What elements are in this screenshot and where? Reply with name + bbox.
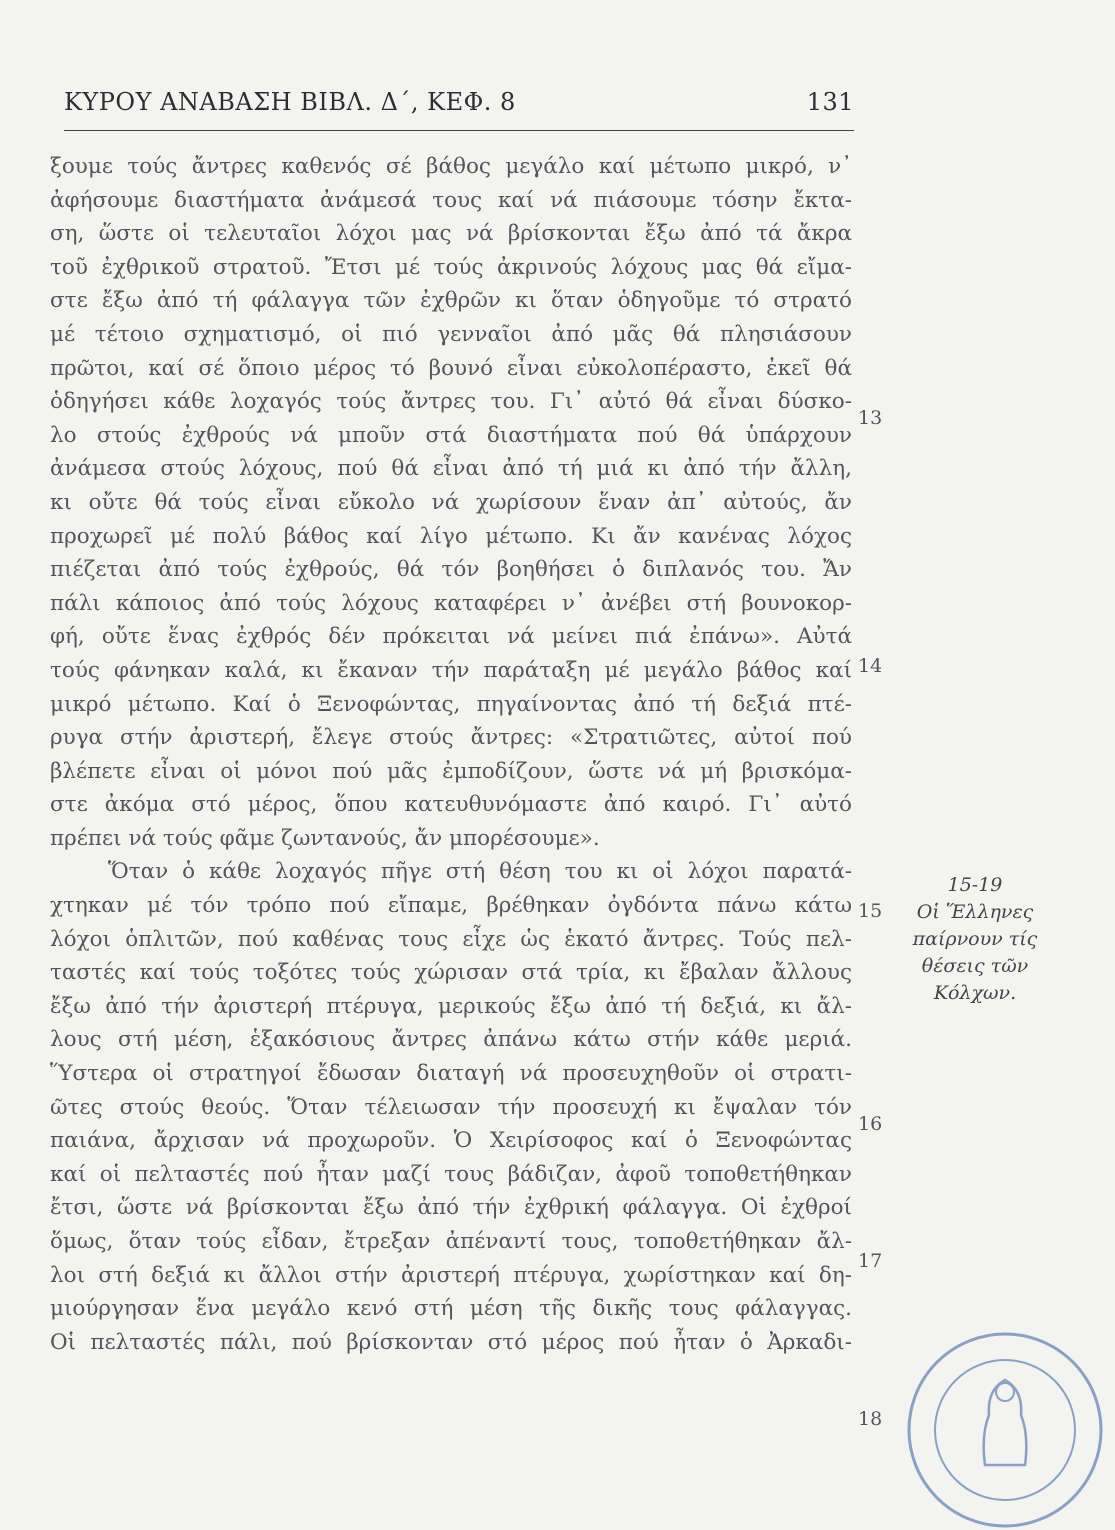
text-line: πάλι κάποιος ἀπό τούς λόχους καταφέρει ν᾽ ἀνέβει στή βουνοκορ- — [50, 590, 852, 616]
margin-summary-line: Οἱ Ἕλληνες — [916, 901, 1034, 923]
text-line: Οἱ πελταστές πάλι, πού βρίσκονταν στό μέρος πού ἦταν ὁ Ἀρκαδι- — [50, 1329, 852, 1355]
text-line: λους στή μέση, ἑξακόσιους ἄντρες ἀπάνω κάτω στήν κάθε μεριά. — [50, 1027, 852, 1053]
page-number: 131 — [806, 88, 854, 116]
section-number: 15 — [858, 900, 883, 922]
text-line: ὅμως, ὅταν τούς εἶδαν, ἔτρεξαν ἀπέναντί τους, τοποθετήθηκαν ἄλ- — [50, 1229, 852, 1254]
text-line: ξουμε τούς ἄντρες καθενός σέ βάθος μεγάλο καί μέτωπο μικρό, ν᾽ — [50, 154, 852, 179]
margin-summary — [900, 872, 1050, 1007]
section-number: 16 — [858, 1113, 883, 1135]
library-stamp-icon — [905, 1330, 1105, 1530]
text-line: κι οὔτε θά τούς εἶναι εὔκολο νά χωρίσουν ἕναν ἀπ᾽ αὐτούς, ἄν — [50, 489, 852, 515]
text-line: τούς φάνηκαν καλά, κι ἔκαναν τήν παράταξη μέ μεγάλο βάθος καί — [50, 657, 852, 683]
text-line: ἀφήσουμε διαστήματα ἀνάμεσά τους καί νά πιάσουμε τόσην ἔκτα- — [50, 187, 852, 213]
text-line: ῶτες στούς θεούς. Ὅταν τέλειωσαν τήν προσευχή κι ἔψαλαν τόν — [50, 1094, 852, 1120]
text-line: προχωρεῖ μέ πολύ βάθος καί λίγο μέτωπο. Κι ἄν κανένας λόχος — [50, 523, 852, 549]
text-line: λόχοι ὁπλιτῶν, πού καθένας τους εἶχε ὡς ἑκατό ἄντρες. Τούς πελ- — [50, 926, 852, 952]
text-line: ταστές καί τούς τοξότες τούς χώρισαν στά τρία, κι ἔβαλαν ἄλλους — [50, 960, 852, 986]
text-line: πρῶτοι, καί σέ ὅποιο μέρος τό βουνό εἶναι εὐκολοπέραστο, ἐκεῖ θά — [50, 355, 852, 381]
text-line: φή, οὔτε ἕνας ἐχθρός δέν πρόκειται νά μείνει πιά ἐπάνω». Αὐτά — [50, 624, 852, 650]
text-line: πιέζεται ἀπό τούς ἐχθρούς, θά τόν βοηθήσει ὁ διπλανός του. Ἄν — [50, 557, 852, 583]
text-line: λο στούς ἐχθρούς νά μποῦν στά διαστήματα πού θά ὑπάρχουν — [50, 422, 852, 448]
text-line: βλέπετε εἶναι οἱ μόνοι πού μᾶς ἐμποδίζουν, ὥστε νά μή βρισκόμα- — [50, 758, 852, 784]
running-title: ΚΥΡΟΥ ΑΝΑΒΑΣΗ ΒΙΒΛ. Δ΄, ΚΕΦ. 8 — [64, 88, 516, 116]
text-line: ἔτσι, ὥστε νά βρίσκονται ἔξω ἀπό τήν ἐχθρική φάλαγγα. Οἱ ἐχθροί — [50, 1195, 852, 1221]
text-line: ρυγα στήν ἀριστερή, ἔλεγε στούς ἄντρες: «Στρατιῶτες, αὐτοί πού — [50, 725, 852, 751]
text-line: μικρό μέτωπο. Καί ὁ Ξενοφώντας, πηγαίνοντας ἀπό τή δεξιά πτέ- — [50, 691, 852, 717]
text-line: καί οἱ πελταστές πού ἦταν μαζί τους βάδιζαν, ἀφοῦ τοποθετήθηκαν — [50, 1161, 852, 1187]
section-number: 17 — [858, 1250, 883, 1272]
section-number: 18 — [858, 1408, 883, 1430]
margin-summary-range: 15-19 — [947, 874, 1003, 896]
text-line: ἀνάμεσα στούς λόχους, πού θά εἶναι ἀπό τή μιά κι ἀπό τήν ἄλλη, — [50, 456, 852, 482]
text-line: μιούργησαν ἕνα μεγάλο κενό στή μέση τῆς δικῆς τους φάλαγγας. — [50, 1296, 852, 1322]
margin-summary-line: Κόλχων. — [933, 982, 1017, 1004]
text-line: τοῦ ἐχθρικοῦ στρατοῦ. Ἔτσι μέ τούς ἀκρινούς λόχους μας θά εἴμα- — [50, 254, 852, 280]
text-line: ἔξω ἀπό τήν ἀριστερή πτέρυγα, μερικούς ἔξω ἀπό τή δεξιά, κι ἄλ- — [50, 993, 852, 1019]
text-line: Ὕστερα οἱ στρατηγοί ἔδωσαν διαταγή νά προσευχηθοῦν οἱ στρατι- — [50, 1061, 852, 1087]
text-line: μέ τέτοιο σχηματισμό, οἱ πιό γενναῖοι ἀπό μᾶς θά πλησιάσουν — [50, 321, 852, 347]
header-rule — [64, 130, 854, 131]
text-line: χτηκαν μέ τόν τρόπο πού εἴπαμε, βρέθηκαν ὀγδόντα πάνω κάτω — [50, 893, 852, 919]
text-line: ση, ὥστε οἱ τελευταῖοι λόχοι μας νά βρίσκονται ἔξω ἀπό τά ἄκρα — [50, 221, 852, 247]
main-text — [50, 150, 852, 1359]
text-line: στε ἀκόμα στό μέρος, ὅπου κατευθυνόμαστε ἀπό καιρό. Γι᾽ αὐτό — [50, 792, 852, 818]
margin-summary-line: παίρνουν τίς — [912, 928, 1038, 950]
text-line: ὁδηγήσει κάθε λοχαγός τούς ἄντρες του. Γι᾽ αὐτό θά εἶναι δύσκο- — [50, 389, 852, 415]
text-line: Ὅταν ὁ κάθε λοχαγός πῆγε στή θέση του κι οἱ λόχοι παρατά- — [108, 859, 852, 885]
section-number: 14 — [858, 655, 883, 677]
margin-summary-line: θέσεις τῶν — [921, 955, 1029, 977]
text-line: λοι στή δεξιά κι ἄλλοι στήν ἀριστερή πτέρυγα, χωρίστηκαν καί δη- — [50, 1262, 852, 1288]
text-line: πρέπει νά τούς φᾶμε ζωντανούς, ἄν μπορέσουμε». — [50, 825, 600, 851]
section-number: 13 — [858, 407, 883, 429]
text-line: παιάνα, ἄρχισαν νά προχωροῦν. Ὁ Χειρίσοφος καί ὁ Ξενοφώντας — [50, 1128, 852, 1154]
text-line: στε ἔξω ἀπό τή φάλαγγα τῶν ἐχθρῶν κι ὅταν ὁδηγοῦμε τό στρατό — [50, 288, 852, 314]
